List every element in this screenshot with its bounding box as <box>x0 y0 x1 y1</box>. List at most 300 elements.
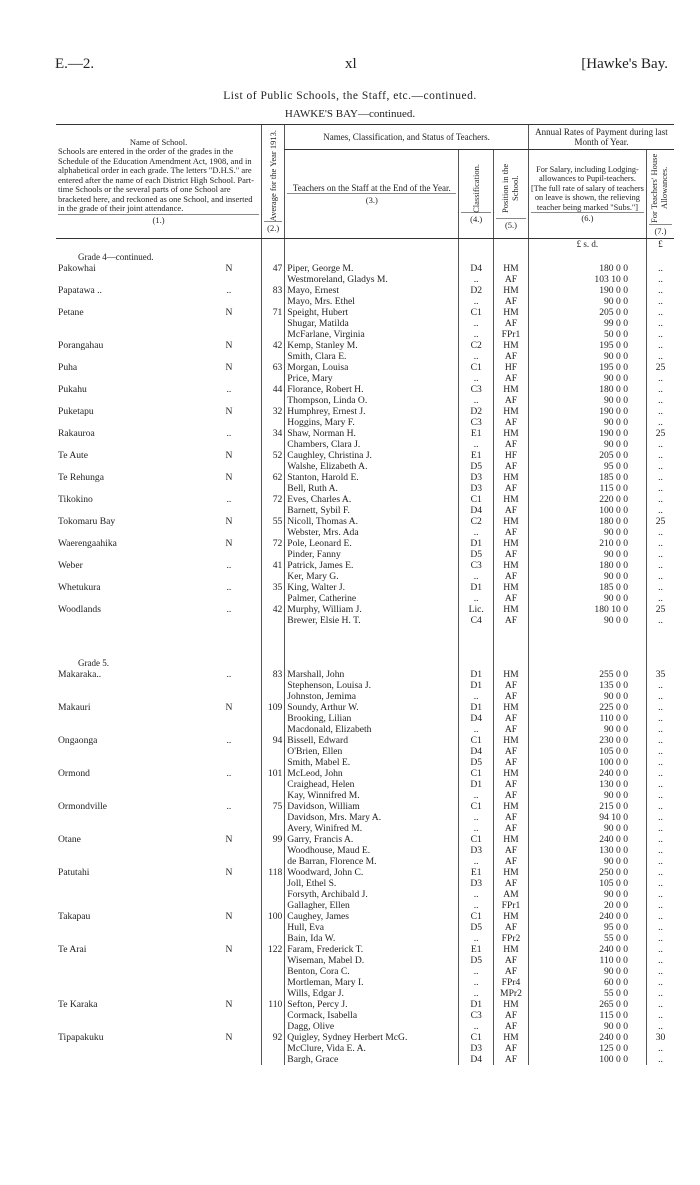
house-allowance: .. <box>646 757 674 768</box>
salary: 125 0 0 <box>528 1043 646 1054</box>
house-allowance: .. <box>646 801 674 812</box>
salary: 90 0 0 <box>528 691 646 702</box>
average-attendance <box>262 1010 285 1021</box>
position: AF <box>494 922 529 933</box>
school-flag <box>219 1043 238 1054</box>
salary: 215 0 0 <box>528 801 646 812</box>
average-attendance <box>262 955 285 966</box>
teacher-name: Smith, Clara E. <box>285 351 459 362</box>
average-attendance: 122 <box>262 944 285 955</box>
table-row <box>56 823 674 834</box>
school-flag: N <box>225 307 233 318</box>
teacher-name: Chambers, Clara J. <box>285 439 459 450</box>
salary: 90 0 0 <box>528 373 646 384</box>
house-allowance: .. <box>646 395 674 406</box>
region-header: [Hawke's Bay. <box>581 56 668 72</box>
house-allowance: .. <box>646 900 674 911</box>
school-flag <box>219 724 238 735</box>
classification: C1 <box>459 735 494 746</box>
classification: C1 <box>459 834 494 845</box>
position: AF <box>494 351 529 362</box>
salary: 90 0 0 <box>528 1021 646 1032</box>
position: HM <box>494 911 529 922</box>
average-attendance <box>262 856 285 867</box>
house-allowance: .. <box>646 351 674 362</box>
school-flag <box>219 593 238 604</box>
school-flag: N <box>225 340 233 351</box>
teacher-name: Bargh, Grace <box>285 1054 459 1065</box>
house-allowance: .. <box>646 1021 674 1032</box>
salary: 180 0 0 <box>528 263 646 274</box>
table-row <box>56 461 674 472</box>
salary: 195 0 0 <box>528 362 646 373</box>
school-flag <box>219 615 238 626</box>
average-attendance <box>262 1054 285 1065</box>
average-attendance: 92 <box>262 1032 285 1043</box>
average-attendance: 109 <box>262 702 285 713</box>
classification: .. <box>459 395 494 406</box>
school-flag <box>219 713 238 724</box>
teacher-name: Walshe, Elizabeth A. <box>285 461 459 472</box>
teacher-name: Wiseman, Mabel D. <box>285 955 459 966</box>
teacher-name: Faram, Frederick T. <box>285 944 459 955</box>
table-row <box>56 735 674 746</box>
school-flag <box>219 790 238 801</box>
classification: .. <box>459 274 494 285</box>
salary: 100 0 0 <box>528 505 646 516</box>
house-allowance: .. <box>646 406 674 417</box>
table-row <box>56 724 674 735</box>
teacher-name: Davidson, Mrs. Mary A. <box>285 812 459 823</box>
position: FPr2 <box>494 933 529 944</box>
school-flag: .. <box>226 428 232 439</box>
house-allowance: .. <box>646 691 674 702</box>
classification: .. <box>459 373 494 384</box>
position: AF <box>494 1021 529 1032</box>
classification: .. <box>459 900 494 911</box>
school-flag <box>219 329 238 340</box>
classification: C1 <box>459 362 494 373</box>
teacher-name: Johnston, Jemima <box>285 691 459 702</box>
house-allowance: .. <box>646 1043 674 1054</box>
house-allowance: .. <box>646 834 674 845</box>
school-flag: N <box>225 911 233 922</box>
table-row <box>56 439 674 450</box>
position: AF <box>494 878 529 889</box>
position: AF <box>494 395 529 406</box>
school-name <box>56 746 219 757</box>
average-attendance: 35 <box>262 582 285 593</box>
position: HM <box>494 867 529 878</box>
house-allowance: .. <box>646 680 674 691</box>
salary: 90 0 0 <box>528 593 646 604</box>
teacher-name: Quigley, Sydney Herbert McG. <box>285 1032 459 1043</box>
position: AF <box>494 461 529 472</box>
school-flag <box>219 527 238 538</box>
position: AF <box>494 823 529 834</box>
table-row <box>56 318 674 329</box>
table-row <box>56 955 674 966</box>
house-allowance: .. <box>646 1054 674 1065</box>
average-attendance <box>262 889 285 900</box>
school-name <box>56 593 219 604</box>
grade-heading-row <box>56 656 674 669</box>
teacher-name: Ker, Mary G. <box>285 571 459 582</box>
salary: 103 10 0 <box>528 274 646 285</box>
house-allowance: .. <box>646 329 674 340</box>
house-allowance: .. <box>646 746 674 757</box>
teacher-name: Caughey, James <box>285 911 459 922</box>
table-row <box>56 1010 674 1021</box>
school-flag: N <box>225 702 233 713</box>
salary: 90 0 0 <box>528 615 646 626</box>
table-row <box>56 395 674 406</box>
table-row <box>56 999 674 1010</box>
position: HM <box>494 604 529 615</box>
average-attendance <box>262 318 285 329</box>
table-row <box>56 977 674 988</box>
house-allowance: .. <box>646 933 674 944</box>
salary: 90 0 0 <box>528 527 646 538</box>
average-attendance: 47 <box>262 263 285 274</box>
school-flag <box>219 318 238 329</box>
average-attendance <box>262 274 285 285</box>
school-name: Te Rehunga <box>58 472 104 483</box>
school-flag <box>219 900 238 911</box>
classification: C1 <box>459 911 494 922</box>
school-flag: .. <box>226 735 232 746</box>
table-row <box>56 329 674 340</box>
teacher-name: Patrick, James E. <box>285 560 459 571</box>
school-flag <box>219 878 238 889</box>
school-name <box>56 483 219 494</box>
position: MPr2 <box>494 988 529 999</box>
school-name <box>56 318 219 329</box>
position: HF <box>494 362 529 373</box>
position: AF <box>494 318 529 329</box>
teacher-name: Avery, Winifred M. <box>285 823 459 834</box>
classification: C3 <box>459 560 494 571</box>
teacher-name: King, Walter J. <box>285 582 459 593</box>
classification: D4 <box>459 713 494 724</box>
house-allowance: 35 <box>646 669 674 680</box>
average-attendance <box>262 505 285 516</box>
school-name: Tipapakuku <box>58 1032 104 1043</box>
table-row <box>56 944 674 955</box>
average-attendance <box>262 779 285 790</box>
average-attendance <box>262 417 285 428</box>
classification: .. <box>459 889 494 900</box>
teacher-name: Humphrey, Ernest J. <box>285 406 459 417</box>
table-row <box>56 417 674 428</box>
classification: D2 <box>459 285 494 296</box>
table-row <box>56 702 674 713</box>
classification: Lic. <box>459 604 494 615</box>
salary: 180 0 0 <box>528 560 646 571</box>
teacher-name: Hull, Eva <box>285 922 459 933</box>
classification: .. <box>459 856 494 867</box>
teacher-name: Wills, Edgar J. <box>285 988 459 999</box>
table-row <box>56 296 674 307</box>
school-name <box>56 933 219 944</box>
position: AF <box>494 812 529 823</box>
teacher-name: Westmoreland, Gladys M. <box>285 274 459 285</box>
teacher-name: Sefton, Percy J. <box>285 999 459 1010</box>
classification: E1 <box>459 450 494 461</box>
average-attendance: 75 <box>262 801 285 812</box>
school-name <box>56 571 219 582</box>
pay-group-header: Annual Rates of Payment during last Month of Year. <box>528 125 674 150</box>
school-name <box>56 955 219 966</box>
position: AF <box>494 593 529 604</box>
table-row <box>56 988 674 999</box>
position: HM <box>494 384 529 395</box>
average-attendance: 41 <box>262 560 285 571</box>
school-flag <box>219 549 238 560</box>
average-attendance <box>262 746 285 757</box>
school-flag: .. <box>226 582 232 593</box>
salary: 190 0 0 <box>528 428 646 439</box>
classification: D3 <box>459 845 494 856</box>
average-attendance: 100 <box>262 911 285 922</box>
teacher-name: Dagg, Olive <box>285 1021 459 1032</box>
house-allowance: .. <box>646 845 674 856</box>
position: HM <box>494 538 529 549</box>
position: HM <box>494 428 529 439</box>
school-name: Pakowhai <box>58 263 96 274</box>
table-row <box>56 483 674 494</box>
classification: C1 <box>459 801 494 812</box>
table-row <box>56 1043 674 1054</box>
table-row <box>56 571 674 582</box>
house-allowance: .. <box>646 768 674 779</box>
school-name <box>56 856 219 867</box>
classification: D1 <box>459 680 494 691</box>
teacher-name: Joll, Ethel S. <box>285 878 459 889</box>
classification: E1 <box>459 428 494 439</box>
teacher-name: Woodward, John C. <box>285 867 459 878</box>
position: HM <box>494 999 529 1010</box>
teacher-name: Stephenson, Louisa J. <box>285 680 459 691</box>
school-flag <box>219 505 238 516</box>
salary: 90 0 0 <box>528 549 646 560</box>
salary: 225 0 0 <box>528 702 646 713</box>
classification: C1 <box>459 307 494 318</box>
average-attendance <box>262 922 285 933</box>
table-row <box>56 538 674 549</box>
school-flag: N <box>225 538 233 549</box>
teacher-name: Caughley, Christina J. <box>285 450 459 461</box>
average-attendance <box>262 615 285 626</box>
salary: 220 0 0 <box>528 494 646 505</box>
school-flag <box>219 933 238 944</box>
table-row <box>56 779 674 790</box>
school-flag <box>219 1010 238 1021</box>
school-flag <box>219 966 238 977</box>
house-allowance: .. <box>646 615 674 626</box>
table-row <box>56 1021 674 1032</box>
teacher-name: Florance, Robert H. <box>285 384 459 395</box>
teacher-name: Kay, Winnifred M. <box>285 790 459 801</box>
table-row <box>56 428 674 439</box>
classification: C3 <box>459 417 494 428</box>
position: AF <box>494 746 529 757</box>
table-row <box>56 516 674 527</box>
position: HM <box>494 340 529 351</box>
classification: .. <box>459 527 494 538</box>
school-name <box>56 615 219 626</box>
school-name: Tikokino <box>58 494 93 505</box>
position: FPr1 <box>494 329 529 340</box>
position: HM <box>494 285 529 296</box>
school-flag: .. <box>226 285 232 296</box>
house-allowance: .. <box>646 549 674 560</box>
teacher-name: Kemp, Stanley M. <box>285 340 459 351</box>
classification: D1 <box>459 779 494 790</box>
school-name <box>56 977 219 988</box>
classification: D3 <box>459 1043 494 1054</box>
school-flag <box>219 296 238 307</box>
classification: D1 <box>459 669 494 680</box>
position: AF <box>494 724 529 735</box>
house-allowance: .. <box>646 856 674 867</box>
teacher-name: Mayo, Ernest <box>285 285 459 296</box>
school-name <box>56 823 219 834</box>
table-row <box>56 406 674 417</box>
grade-heading-row <box>56 250 674 263</box>
school-name <box>56 439 219 450</box>
salary: 255 0 0 <box>528 669 646 680</box>
school-flag <box>219 691 238 702</box>
average-attendance: 44 <box>262 384 285 395</box>
table-row <box>56 615 674 626</box>
classification: D4 <box>459 263 494 274</box>
salary: 205 0 0 <box>528 450 646 461</box>
school-flag: N <box>225 516 233 527</box>
school-name: Rakauroa <box>58 428 95 439</box>
school-name <box>56 296 219 307</box>
table-row <box>56 856 674 867</box>
salary: 190 0 0 <box>528 406 646 417</box>
teacher-name: Cormack, Isabella <box>285 1010 459 1021</box>
teacher-name: de Barran, Florence M. <box>285 856 459 867</box>
page-title: List of Public Schools, the Staff, etc.—continued. <box>223 90 477 102</box>
average-attendance <box>262 395 285 406</box>
school-name <box>56 713 219 724</box>
salary: 50 0 0 <box>528 329 646 340</box>
house-allowance: .. <box>646 307 674 318</box>
salary: 240 0 0 <box>528 1032 646 1043</box>
school-name <box>56 900 219 911</box>
position: AF <box>494 955 529 966</box>
school-flag: .. <box>226 560 232 571</box>
school-name <box>56 505 219 516</box>
school-flag: N <box>225 999 233 1010</box>
salary: 195 0 0 <box>528 340 646 351</box>
classification: D5 <box>459 757 494 768</box>
school-name <box>56 527 219 538</box>
grade-heading: Grade 4—continued. <box>78 252 154 262</box>
salary: 105 0 0 <box>528 746 646 757</box>
classification: .. <box>459 988 494 999</box>
average-attendance <box>262 878 285 889</box>
salary: 135 0 0 <box>528 680 646 691</box>
school-name <box>56 1021 219 1032</box>
table-row <box>56 505 674 516</box>
house-allowance: .. <box>646 318 674 329</box>
table-row <box>56 472 674 483</box>
house-allowance: .. <box>646 373 674 384</box>
salary: 185 0 0 <box>528 472 646 483</box>
teacher-name: Speight, Hubert <box>285 307 459 318</box>
position: AM <box>494 889 529 900</box>
school-name: Makaraka.. <box>58 669 102 680</box>
table-row <box>56 911 674 922</box>
salary: 90 0 0 <box>528 296 646 307</box>
table-row <box>56 801 674 812</box>
average-attendance: 42 <box>262 604 285 615</box>
teacher-name: Stanton, Harold E. <box>285 472 459 483</box>
school-name: Porangahau <box>58 340 104 351</box>
classification: C4 <box>459 615 494 626</box>
table-row <box>56 285 674 296</box>
page-subtitle: HAWKE'S BAY—continued. <box>284 108 416 120</box>
average-attendance: 52 <box>262 450 285 461</box>
house-allowance: 30 <box>646 1032 674 1043</box>
salary: 100 0 0 <box>528 757 646 768</box>
teacher-name: Shaw, Norman H. <box>285 428 459 439</box>
teacher-name: Mortleman, Mary I. <box>285 977 459 988</box>
average-attendance <box>262 329 285 340</box>
school-name <box>56 812 219 823</box>
school-flag <box>219 779 238 790</box>
table-row <box>56 790 674 801</box>
salary: 115 0 0 <box>528 483 646 494</box>
school-flag: N <box>225 263 233 274</box>
salary: 95 0 0 <box>528 922 646 933</box>
school-flag <box>219 1021 238 1032</box>
classification: C3 <box>459 1010 494 1021</box>
position: AF <box>494 571 529 582</box>
schools-table <box>56 124 674 1065</box>
school-flag <box>219 922 238 933</box>
house-allowance: .. <box>646 582 674 593</box>
salary: 180 10 0 <box>528 604 646 615</box>
average-attendance <box>262 790 285 801</box>
table-row <box>56 691 674 702</box>
school-flag: .. <box>226 604 232 615</box>
position: HM <box>494 582 529 593</box>
school-flag <box>219 571 238 582</box>
school-flag <box>219 977 238 988</box>
position: AF <box>494 691 529 702</box>
table-row <box>56 746 674 757</box>
classification: C2 <box>459 516 494 527</box>
position: AF <box>494 790 529 801</box>
salary: 105 0 0 <box>528 878 646 889</box>
teacher-name: Benton, Cora C. <box>285 966 459 977</box>
salary: 90 0 0 <box>528 823 646 834</box>
average-attendance <box>262 845 285 856</box>
school-flag <box>219 680 238 691</box>
school-name: Tokomaru Bay <box>58 516 116 527</box>
house-allowance: .. <box>646 1010 674 1021</box>
table-row <box>56 351 674 362</box>
classification: C3 <box>459 384 494 395</box>
position: HM <box>494 735 529 746</box>
salary: 90 0 0 <box>528 966 646 977</box>
teacher-name: Palmer, Catherine <box>285 593 459 604</box>
